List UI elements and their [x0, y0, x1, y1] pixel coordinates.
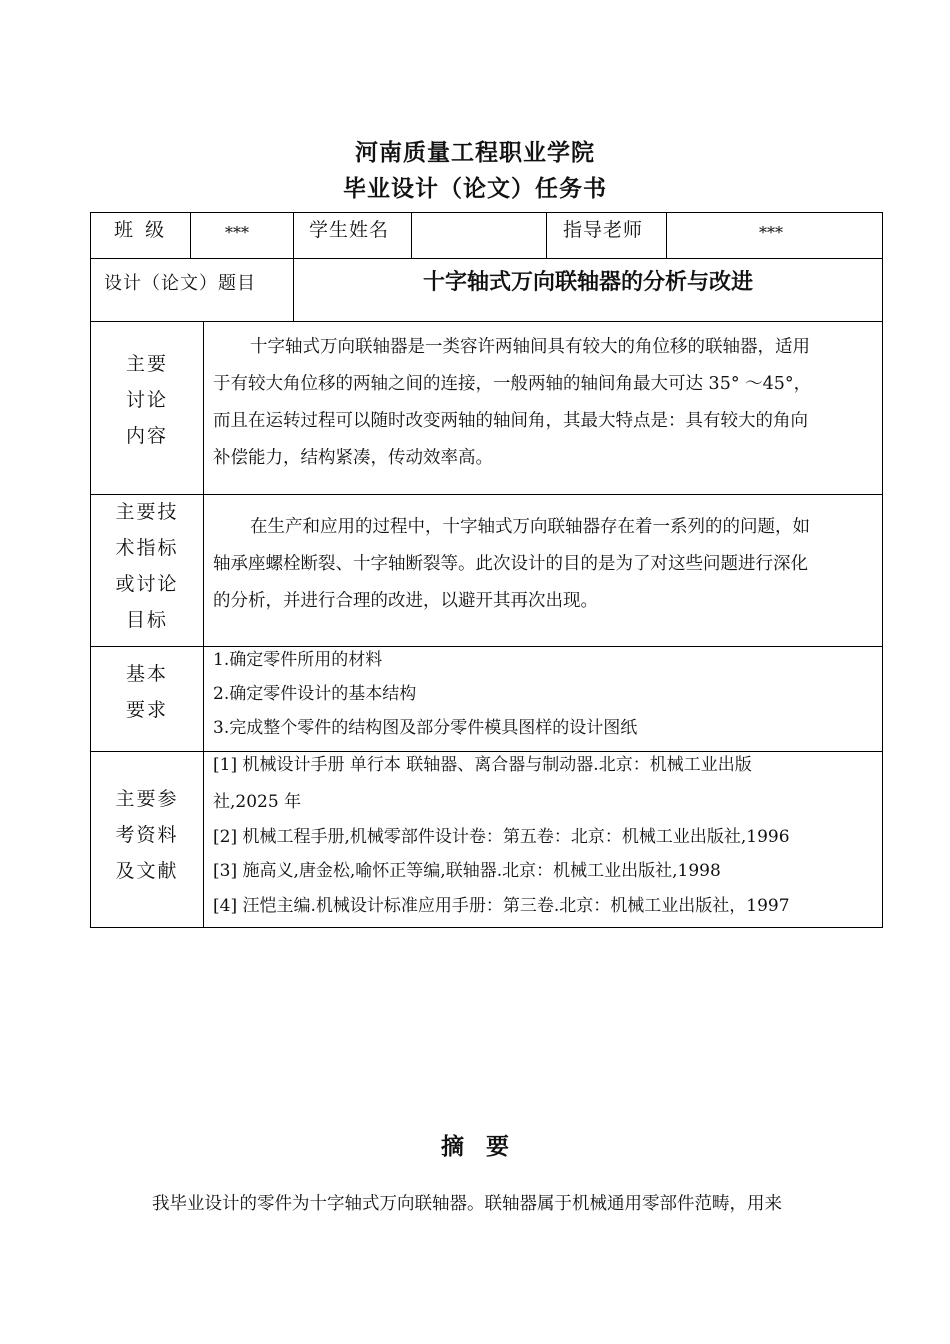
class-value: *** [225, 223, 249, 242]
advisor-value: *** [759, 223, 783, 242]
content-label: 主要 讨论 内容 [125, 353, 168, 447]
goal-label: 主要技 术指标 或讨论 目标 [115, 501, 179, 631]
reference-item: [4] 汪恺主编.机械设计标准应用手册：第三卷.北京：机械工业出版社，1997 [213, 896, 790, 916]
document-title: 毕业设计（论文）任务书 [343, 175, 607, 202]
topic-label: 设计（论文）题目 [104, 273, 256, 294]
requirement-item: 1.确定零件所用的材料 [213, 650, 383, 670]
requirement-item: 2.确定零件设计的基本结构 [213, 684, 417, 704]
advisor-label: 指导老师 [563, 219, 644, 241]
content-text: 十字轴式万向联轴器是一类容许两轴间具有较大的角位移的联轴器，适用 于有较大角位移的两轴之间的连接，一般两轴的轴间角最大可达 35° ～45°， 而且在运转过程可以随时改变两轴的轴间角，其最大特点是：具有较大的角向 补偿能力，结构紧凑，传动效率高。 [213, 337, 812, 468]
ref-label: 主要参 考资料 及文献 [115, 788, 179, 882]
reference-item: [3] 施高义,唐金松,喻怀正等编,联轴器.北京：机械工业出版社,1998 [213, 861, 721, 881]
req-label: 基本 要求 [125, 663, 168, 721]
reference-item: 社,2025 年 [213, 792, 302, 812]
requirement-item: 3.完成整个零件的结构图及部分零件模具图样的设计图纸 [213, 718, 638, 738]
class-label: 班 级 [114, 219, 165, 241]
abstract-first-line: 我毕业设计的零件为十字轴式万向联轴器。联轴器属于机械通用零部件范畴，用来 [152, 1194, 782, 1214]
student-value-cell [411, 212, 547, 259]
reference-item: [2] 机械工程手册,机械零部件设计卷：第五卷：北京：机械工业出版社,1996 [213, 827, 790, 847]
student-label: 学生姓名 [309, 219, 390, 241]
topic-value: 十字轴式万向联轴器的分析与改进 [422, 269, 753, 295]
reference-item: [1] 机械设计手册 单行本 联轴器、离合器与制动器.北京：机械工业出版 [213, 755, 752, 775]
goal-text: 在生产和应用的过程中，十字轴式万向联轴器存在着一系列的的问题，如 轴承座螺栓断裂、十字轴断裂等。此次设计的目的是为了对这些问题进行深化 的分析，并进行合理的改进，以避开其再次出现。 [213, 517, 810, 611]
abstract-title: 摘要 [441, 1133, 531, 1160]
school-name: 河南质量工程职业学院 [355, 139, 595, 166]
